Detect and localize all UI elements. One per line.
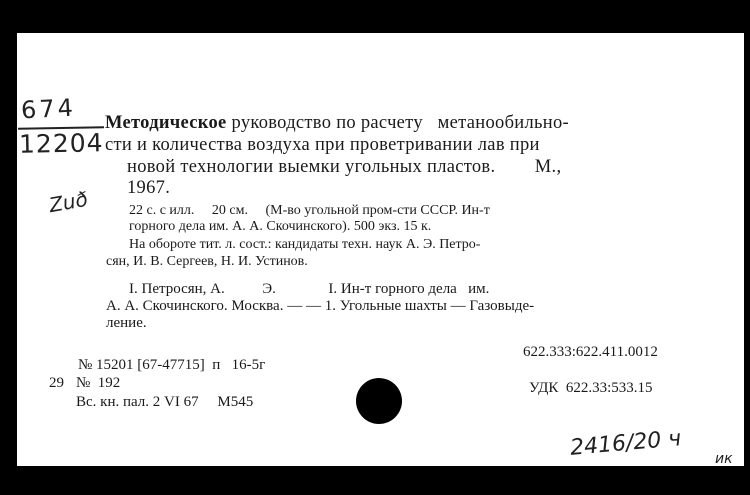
chamber-line: Вс. кн. пал. 2 VI 67 М545 <box>76 394 254 410</box>
card-index-line: № 192 <box>76 375 121 391</box>
shelfmark-top: 674 <box>20 93 77 125</box>
catalog-card <box>17 33 744 466</box>
shelfmark-bottom: 12204 <box>18 128 104 159</box>
classification-number: 622.333:622.411.0012 <box>523 344 658 360</box>
record-number-line: № 15201 [67-47715] п 16-5г <box>78 357 266 373</box>
handwritten-bottom-note: 2416/20 ч <box>569 426 683 461</box>
title-line-2: сти и количества воздуха при проветривании лав при <box>105 135 540 155</box>
tracing-line-2: А. А. Скочинского. Москва. — — 1. Угольные шахты — Газовыде- <box>106 298 535 314</box>
title-lead: Методическое <box>105 113 227 133</box>
tracing-line-3: ление. <box>106 315 147 331</box>
corner-mark: ик <box>715 451 733 467</box>
punch-hole <box>356 378 402 424</box>
title-rest: руководство по расчету метанообильно- <box>231 113 569 133</box>
note-line-1: На обороте тит. л. сост.: кандидаты техн. наук А. Э. Петро- <box>129 237 481 252</box>
udc-number: УДК 622.33:533.15 <box>529 380 653 396</box>
title-line-4: 1967. <box>127 178 171 198</box>
card-number: 29 <box>49 375 64 391</box>
title-line-1 <box>105 113 569 134</box>
physical-line-2: горного дела им. А. А. Скочинского). 500 экз. 15 к. <box>129 219 432 234</box>
side-mark: Zuð <box>47 186 90 218</box>
physical-line-1: 22 с. с илл. 20 см. (М-во угольной пром-сти СССР. Ин-т <box>129 203 490 218</box>
title-line-3: новой технологии выемки угольных пластов. М., <box>127 157 562 177</box>
note-line-2: сян, И. В. Сергеев, Н. И. Устинов. <box>106 254 308 269</box>
tracing-line-1: I. Петросян, А. Э. I. Ин-т горного дела им. <box>129 281 490 297</box>
